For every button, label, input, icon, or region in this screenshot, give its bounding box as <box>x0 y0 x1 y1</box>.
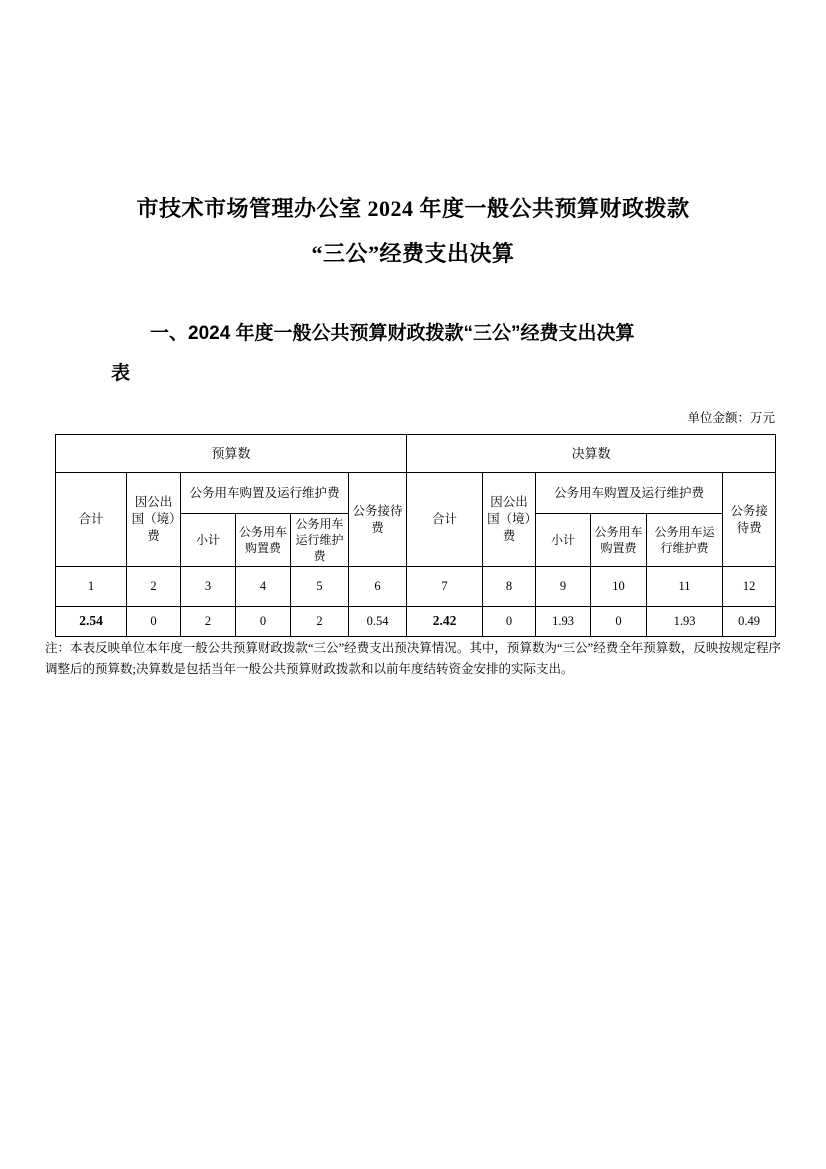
value-cell-budget-total: 2.54 <box>56 607 127 637</box>
header-vehicle-subtotal-budget: 小计 <box>181 514 236 567</box>
value-cell-final-vehicle-subtotal: 1.93 <box>536 607 591 637</box>
expense-table <box>55 434 776 637</box>
column-number-cell: 8 <box>483 567 536 607</box>
value-cell-budget-vehicle-purchase: 0 <box>236 607 291 637</box>
value-cell-final-abroad: 0 <box>483 607 536 637</box>
header-total-budget: 合计 <box>56 473 127 567</box>
value-cell-budget-vehicle-subtotal: 2 <box>181 607 236 637</box>
header-final-group: 决算数 <box>407 435 776 473</box>
header-reception-final: 公务接待费 <box>723 473 776 567</box>
column-number-cell: 9 <box>536 567 591 607</box>
column-number-cell: 10 <box>591 567 647 607</box>
column-number-cell: 4 <box>236 567 291 607</box>
section-heading-line2: 表 <box>111 363 131 384</box>
table-note: 注：本表反映单位本年度一般公共预算财政拨款“三公”经费支出预决算情况。其中，预算数为“三公”经费全年预算数，反映按规定程序调整后的预算数;决算数是包括当年一般公共预算财政拨款和以前年度结转资金安排的实际支出。 <box>45 641 781 676</box>
column-number-cell: 2 <box>127 567 181 607</box>
section-heading-line1: 一、2024 年度一般公共预算财政拨款“三公”经费支出决算 <box>150 323 635 344</box>
column-number-cell: 1 <box>56 567 127 607</box>
value-cell-final-reception: 0.49 <box>723 607 776 637</box>
header-vehicle-subtotal-final: 小计 <box>536 514 591 567</box>
header-vehicle-maintenance-budget: 公务用车运行维护费 <box>291 514 349 567</box>
column-number-cell: 3 <box>181 567 236 607</box>
header-reception-budget: 公务接待费 <box>349 473 407 567</box>
header-total-final: 合计 <box>407 473 483 567</box>
header-vehicle-group-budget: 公务用车购置及运行维护费 <box>181 473 349 514</box>
section-heading <box>111 314 751 394</box>
column-number-cell: 7 <box>407 567 483 607</box>
header-vehicle-group-final: 公务用车购置及运行维护费 <box>536 473 723 514</box>
header-abroad-final: 因公出国（境）费 <box>483 473 536 567</box>
column-number-cell: 5 <box>291 567 349 607</box>
column-number-cell: 6 <box>349 567 407 607</box>
column-number-cell: 12 <box>723 567 776 607</box>
header-abroad-budget: 因公出国（境）费 <box>127 473 181 567</box>
value-cell-budget-abroad: 0 <box>127 607 181 637</box>
value-cell-budget-reception: 0.54 <box>349 607 407 637</box>
column-number-cell: 11 <box>647 567 723 607</box>
value-cell-final-vehicle-maintenance: 1.93 <box>647 607 723 637</box>
header-vehicle-purchase-final: 公务用车购置费 <box>591 514 647 567</box>
unit-label: 单位金额：万元 <box>687 411 775 425</box>
header-vehicle-purchase-budget: 公务用车购置费 <box>236 514 291 567</box>
header-budget-group: 预算数 <box>56 435 407 473</box>
document-title-line2: “三公”经费支出决算 <box>311 241 515 266</box>
value-cell-budget-vehicle-maintenance: 2 <box>291 607 349 637</box>
value-cell-final-vehicle-purchase: 0 <box>591 607 647 637</box>
document-title-line1: 市技术市场管理办公室 2024 年度一般公共预算财政拨款 <box>136 196 690 221</box>
value-cell-final-total: 2.42 <box>407 607 483 637</box>
document-title <box>0 186 826 276</box>
header-vehicle-maintenance-final: 公务用车运行维护费 <box>647 514 723 567</box>
